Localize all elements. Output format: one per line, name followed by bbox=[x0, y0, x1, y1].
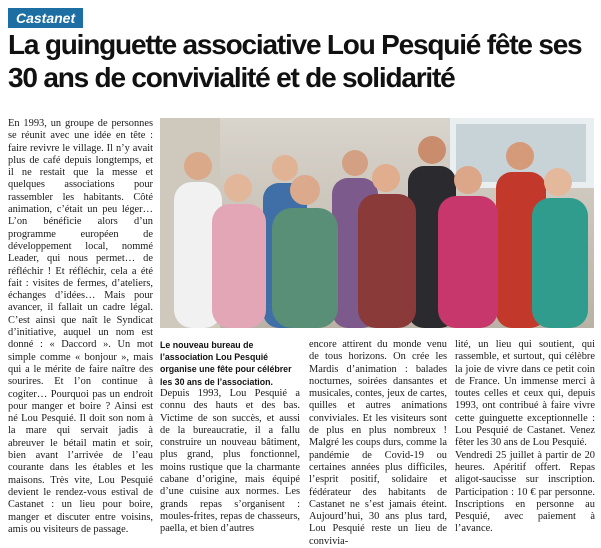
event-details: Vendredi 25 juillet à partir de 20 heures. Apéritif offert. Repas aligot-saucisse sur inscription. Participation : 10 € par personne. Inscriptions en personne au Pesquié, avec paiement à l’avance. bbox=[455, 449, 595, 535]
article-column-1 bbox=[8, 118, 153, 536]
article-paragraph: Depuis 1993, Lou Pesquié a connu des hauts et des bas. Victime de son succès, et aussi de la bureaucratie, il a fallu construire un nouveau bâtiment, plus grand, plus fonctionnel, moins rustique que la charmante cabane d’origine, mais équipé d’une cuisine aux normes. Les grands repas s’organisent : moules-frites, repas de chasseurs, paella, et bien d’autres bbox=[160, 388, 300, 535]
headline: La guinguette associative Lou Pesquié fête ses 30 ans de convivialité et de solidarité bbox=[8, 29, 582, 93]
article-column-4 bbox=[455, 339, 595, 536]
article-paragraph: encore attirent du monde venu de tous horizons. On crée les Mardis d’animation : balades nocturnes, soirées dansantes et musicales, contes, jeux de cartes, quilles et autres animations conviviales. Et les visiteurs sont de plus en plus nombreux ! Malgré les coups durs, comme la pandémie de Covid-19 ou certaines années plus difficiles, l’esprit positif, solidaire et fédérateur des habitants de Castanet ne s’est jamais éteint. Aujourd’hui, 30 ans plus tard, Lou Pesquié reste un lieu de convivia- bbox=[309, 339, 447, 547]
article-column-3 bbox=[309, 339, 447, 548]
section-tag: Castanet bbox=[8, 8, 83, 28]
article-paragraph: En 1993, un groupe de personnes se réunit avec une idée en tête : faire revivre le village. Il n’y avait plus de café depuis longtemps, et il ne restait que la messe et quelques associations pour rassembler les habitants. Côté animation, c’était un peu léger… L’on bénéficie alors d’un programme européen de développement local, nommé Leader, qui nous permet… de réfléchir ! Et réfléchir, cela a été fait : visites de fermes, d’ateliers, échanges d’idées… Mais pour avancer, il fallait un cadre légal. C’est ainsi que naît le Syndicat d’initiative, auquel un nom est donné : « Daccord ». Un mot simple comme « bonjour », mais qui a le mérite de faire naître des sourires. Et l’on continue à cogiter… Pourquoi pas un endroit pour manger et boire ? Ainsi est né Lou Pesquié. Il doit son nom à la mare qui servait jadis à abreuver le bétail matin et soir, bien avant l’arrivée de l’eau courante dans les étables et les maisons. Très vite, Lou Pesquié devient le rendez-vous estival de Castanet : un lieu pour boire, manger et discuter entre voisins, amis ou visiteurs de passage. bbox=[8, 118, 153, 535]
photo-caption: Le nouveau bureau de l’association Lou Pesquié organise une fête pour célébrer les 30 ans de l’association. bbox=[160, 340, 292, 387]
group-photo-illustration bbox=[160, 118, 594, 328]
article-column-2 bbox=[160, 388, 300, 536]
article-paragraph: lité, un lieu qui soutient, qui rassemble, et surtout, qui célèbre la joie de vivre dans ce petit coin de France. Un immense merci à toutes celles et ceux qui, depuis 1993, ont contribué à faire vivre cette guinguette exceptionnelle : Lou Pesquié de Castanet. Venez fêter les 30 ans de Lou Pesquié. bbox=[455, 339, 595, 449]
group-photo bbox=[160, 118, 594, 328]
